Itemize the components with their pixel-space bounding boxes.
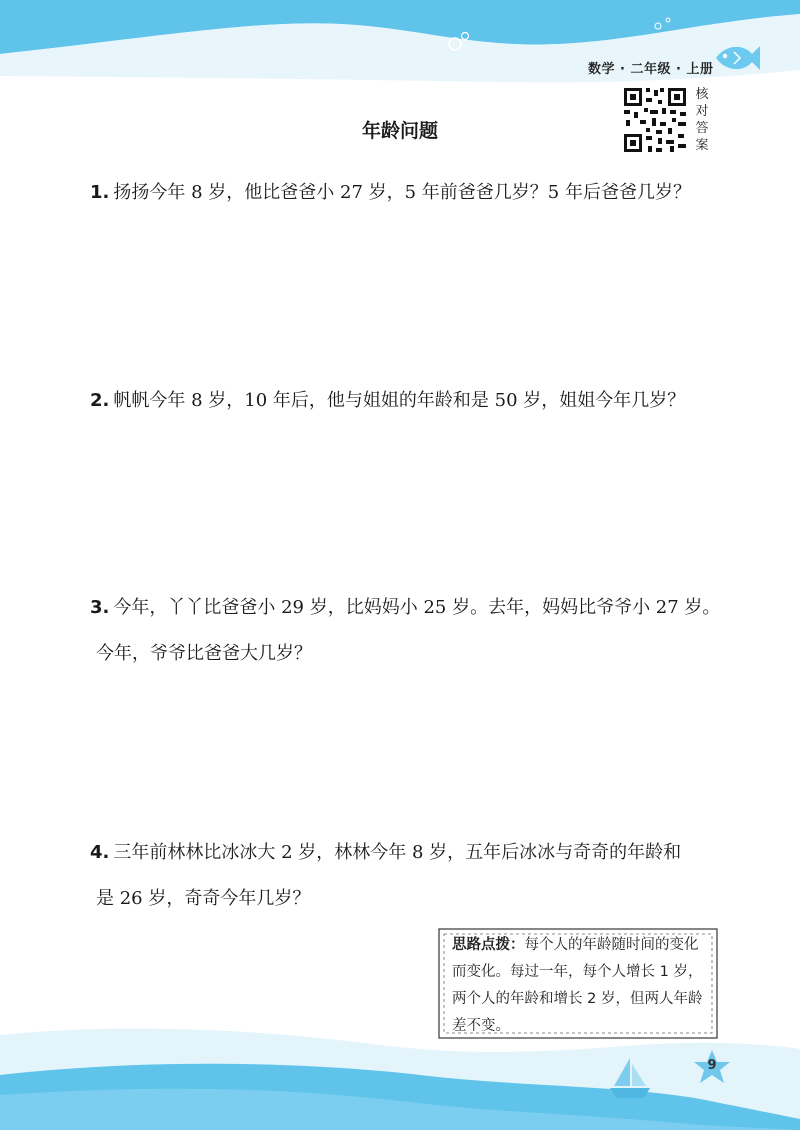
question-1	[90, 170, 740, 216]
header-wave-decoration	[0, 0, 800, 95]
question-text: 扬扬今年 8 岁，他比爸爸小 27 岁，5 年前爸爸几岁？5 年后爸爸几岁？	[113, 182, 691, 203]
hint-label: 思路点拨：	[452, 937, 525, 953]
question-3	[90, 585, 740, 677]
question-text-continued: 今年，爷爷比爸爸大几岁？	[96, 643, 312, 664]
question-text: 三年前林林比冰冰大 2 岁，林林今年 8 岁，五年后冰冰与奇奇的年龄和	[113, 842, 682, 863]
question-number: 1.	[90, 182, 110, 203]
fish-icon	[712, 40, 762, 76]
check-answer-label: 核 对 答 案	[695, 87, 709, 153]
footer-wave-decoration	[0, 1015, 800, 1130]
question-2	[90, 378, 740, 424]
sailboat-icon	[606, 1056, 654, 1100]
question-text: 今年，丫丫比爸爸小 29 岁，比妈妈小 25 岁。去年，妈妈比爷爷小 27 岁。	[113, 597, 721, 618]
question-4	[90, 830, 740, 922]
book-subject-header: 数学 · 二年级 · 上册	[588, 62, 714, 77]
question-number: 2.	[90, 390, 110, 411]
question-text-continued: 是 26 岁，奇奇今年几岁？	[96, 888, 311, 909]
question-number: 4.	[90, 842, 110, 863]
question-number: 3.	[90, 597, 110, 618]
hint-text: 每个人的年龄随时间的变化而变化。每过一年，每个人增长 1 岁，两个人的年龄和增长 2 岁，但两人年龄差不变。	[452, 937, 703, 1034]
page-number: 9	[707, 1058, 717, 1073]
question-text: 帆帆今年 8 岁，10 年后，他与姐姐的年龄和是 50 岁，姐姐今年几岁？	[113, 390, 686, 411]
page-title: 年龄问题	[361, 120, 438, 142]
